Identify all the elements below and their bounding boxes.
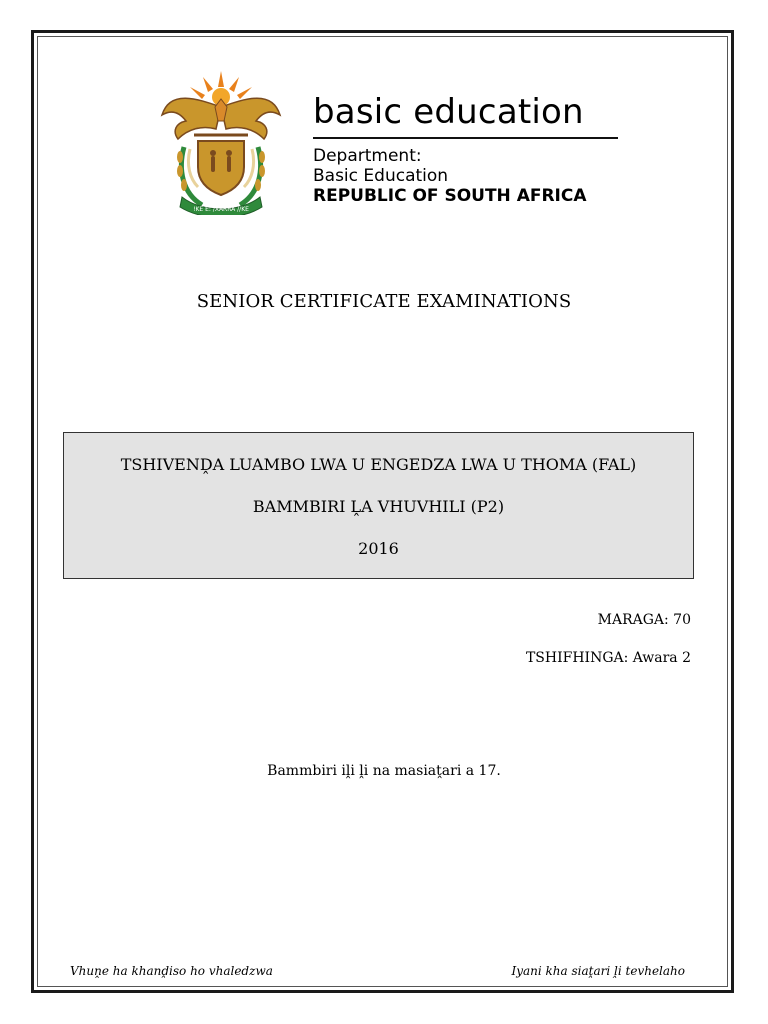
country-name: REPUBLIC OF SOUTH AFRICA — [313, 186, 587, 206]
brand-title: basic education — [313, 92, 584, 132]
department-label: Department: — [313, 146, 422, 166]
motto-text: !KE E: /XARRA //KE — [193, 206, 249, 213]
copyright-footer: Vhuṋe ha khanḓiso ho vhaledzwa — [70, 964, 273, 978]
brand-divider — [313, 137, 618, 139]
right-wing — [221, 98, 280, 139]
shield — [198, 141, 244, 195]
page-count-note: Bammbiri iḽi ḽi na masiaṱari a 17. — [267, 763, 501, 779]
subject-name: TSHIVENḒA LUAMBO LWA U ENGEDZA LWA U THOMA (FAL) — [120, 455, 637, 474]
exam-title: SENIOR CERTIFICATE EXAMINATIONS — [196, 291, 572, 312]
coat-of-arms-logo — [158, 69, 284, 215]
department-name: Basic Education — [313, 166, 449, 186]
subject-box — [63, 432, 694, 579]
exam-year: 2016 — [358, 539, 399, 558]
please-turn-over-footer: Iyani kha siaṱari ḽi tevhelaho — [511, 964, 685, 978]
department-header — [148, 55, 628, 230]
paper-number: BAMMBIRI ḼA VHUVHILI (P2) — [252, 497, 505, 516]
time-label: TSHIFHINGA: Awara 2 — [525, 650, 691, 666]
left-wing — [162, 98, 221, 139]
marks-label: MARAGA: 70 — [597, 612, 691, 628]
